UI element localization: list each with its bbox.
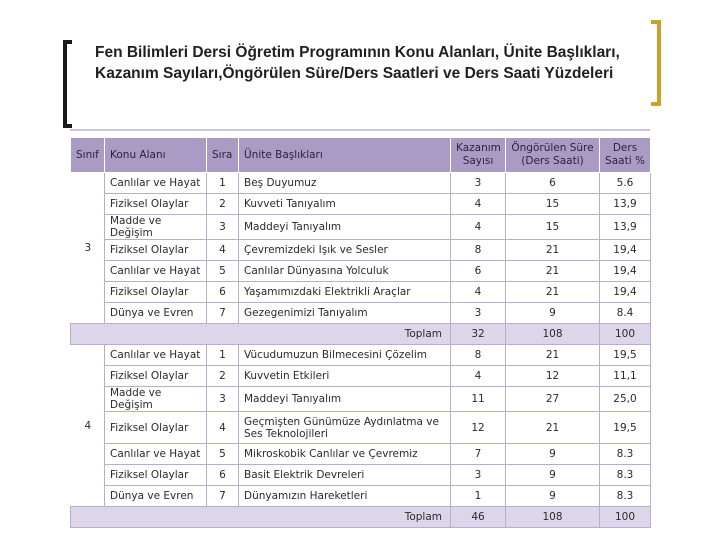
sure-cell: 15: [506, 215, 600, 240]
sure-cell: 9: [506, 465, 600, 486]
left-bracket-decoration: [63, 40, 72, 128]
konu-cell: Canlılar ve Hayat: [105, 345, 207, 366]
sira-cell: 5: [207, 444, 239, 465]
konu-cell: Fiziksel Olaylar: [105, 412, 207, 444]
kazanim-cell: 8: [451, 240, 506, 261]
konu-cell: Madde ve Değişim: [105, 387, 207, 412]
yuzde-cell: 8.3: [600, 486, 651, 507]
unite-cell: Yaşamımızdaki Elektrikli Araçlar: [239, 282, 451, 303]
table-row: [71, 215, 651, 240]
sure-cell: 12: [506, 366, 600, 387]
unite-cell: Maddeyi Tanıyalım: [239, 387, 451, 412]
unite-cell: Canlılar Dünyasına Yolculuk: [239, 261, 451, 282]
yuzde-cell: 8.4: [600, 303, 651, 324]
kazanim-cell: 4: [451, 194, 506, 215]
total-sure: 108: [506, 324, 600, 345]
grade-4-label: 4: [71, 345, 105, 507]
unite-cell: Dünyamızın Hareketleri: [239, 486, 451, 507]
kazanim-cell: 7: [451, 444, 506, 465]
kazanim-cell: 11: [451, 387, 506, 412]
konu-cell: Dünya ve Evren: [105, 486, 207, 507]
total-kazanim: 46: [451, 507, 506, 528]
yuzde-cell: 19,5: [600, 345, 651, 366]
yuzde-cell: 19,4: [600, 282, 651, 303]
sure-cell: 9: [506, 486, 600, 507]
kazanim-cell: 6: [451, 261, 506, 282]
yuzde-cell: 13,9: [600, 215, 651, 240]
table-top-rule: [70, 129, 650, 131]
unite-cell: Geçmişten Günümüze Aydınlatma ve Ses Teknolojileri: [239, 412, 451, 444]
sure-cell: 15: [506, 194, 600, 215]
konu-cell: Canlılar ve Hayat: [105, 261, 207, 282]
table-row: [71, 345, 651, 366]
table-row: [71, 173, 651, 194]
header-sinif: Sınıf: [71, 138, 105, 173]
yuzde-cell: 5.6: [600, 173, 651, 194]
total-label: Toplam: [71, 507, 451, 528]
sira-cell: 3: [207, 387, 239, 412]
kazanim-cell: 4: [451, 215, 506, 240]
kazanim-cell: 3: [451, 173, 506, 194]
total-kazanim: 32: [451, 324, 506, 345]
table-row: [71, 412, 651, 444]
table-header-row: [71, 138, 651, 173]
yuzde-cell: 25,0: [600, 387, 651, 412]
konu-cell: Fiziksel Olaylar: [105, 240, 207, 261]
header-ongorulen-sure: Öngörülen Süre (Ders Saati): [506, 138, 600, 173]
unite-cell: Kuvveti Tanıyalım: [239, 194, 451, 215]
sira-cell: 7: [207, 303, 239, 324]
slide-title: Fen Bilimleri Dersi Öğretim Programının Konu Alanları, Ünite Başlıkları, Kazanım Sayıları,Öngörülen Süre/Ders Saatleri ve Ders Saati Yüzdeleri: [95, 44, 620, 82]
sira-cell: 7: [207, 486, 239, 507]
table-row: [71, 444, 651, 465]
total-label: Toplam: [71, 324, 451, 345]
sira-cell: 6: [207, 282, 239, 303]
unite-cell: Beş Duyumuz: [239, 173, 451, 194]
kazanim-cell: 1: [451, 486, 506, 507]
sure-cell: 21: [506, 345, 600, 366]
unite-cell: Gezegenimizi Tanıyalım: [239, 303, 451, 324]
unite-cell: Mikroskobik Canlılar ve Çevremiz: [239, 444, 451, 465]
unite-cell: Kuvvetin Etkileri: [239, 366, 451, 387]
table-row: [71, 465, 651, 486]
konu-cell: Dünya ve Evren: [105, 303, 207, 324]
kazanim-cell: 3: [451, 465, 506, 486]
sira-cell: 1: [207, 173, 239, 194]
kazanim-cell: 8: [451, 345, 506, 366]
header-unite-basliklari: Ünite Başlıkları: [239, 138, 451, 173]
table-row: [71, 486, 651, 507]
yuzde-cell: 19,5: [600, 412, 651, 444]
kazanim-cell: 4: [451, 282, 506, 303]
sure-cell: 21: [506, 282, 600, 303]
unite-cell: Basit Elektrik Devreleri: [239, 465, 451, 486]
right-bracket-decoration: [651, 20, 661, 106]
header-kazanim-sayisi: Kazanım Sayısı: [451, 138, 506, 173]
table-row: [71, 240, 651, 261]
total-sure: 108: [506, 507, 600, 528]
total-yuzde: 100: [600, 324, 651, 345]
unite-cell: Çevremizdeki Işık ve Sesler: [239, 240, 451, 261]
table-row: [71, 387, 651, 412]
konu-cell: Canlılar ve Hayat: [105, 444, 207, 465]
yuzde-cell: 19,4: [600, 261, 651, 282]
total-yuzde: 100: [600, 507, 651, 528]
konu-cell: Fiziksel Olaylar: [105, 366, 207, 387]
konu-cell: Fiziksel Olaylar: [105, 282, 207, 303]
table-row: [71, 366, 651, 387]
yuzde-cell: 11,1: [600, 366, 651, 387]
curriculum-table: [70, 137, 651, 528]
sure-cell: 21: [506, 412, 600, 444]
sira-cell: 4: [207, 240, 239, 261]
konu-cell: Canlılar ve Hayat: [105, 173, 207, 194]
yuzde-cell: 19,4: [600, 240, 651, 261]
sure-cell: 9: [506, 303, 600, 324]
konu-cell: Fiziksel Olaylar: [105, 194, 207, 215]
grade-3-total-row: [71, 324, 651, 345]
table-row: [71, 303, 651, 324]
unite-cell: Maddeyi Tanıyalım: [239, 215, 451, 240]
yuzde-cell: 8.3: [600, 444, 651, 465]
sira-cell: 2: [207, 366, 239, 387]
sira-cell: 6: [207, 465, 239, 486]
sira-cell: 4: [207, 412, 239, 444]
table-row: [71, 261, 651, 282]
sure-cell: 6: [506, 173, 600, 194]
sira-cell: 2: [207, 194, 239, 215]
grade-4-total-row: [71, 507, 651, 528]
yuzde-cell: 8.3: [600, 465, 651, 486]
konu-cell: Fiziksel Olaylar: [105, 465, 207, 486]
header-konu-alani: Konu Alanı: [105, 138, 207, 173]
kazanim-cell: 4: [451, 366, 506, 387]
sira-cell: 1: [207, 345, 239, 366]
grade-3-label: 3: [71, 173, 105, 324]
sira-cell: 5: [207, 261, 239, 282]
sira-cell: 3: [207, 215, 239, 240]
unite-cell: Vücudumuzun Bilmecesini Çözelim: [239, 345, 451, 366]
sure-cell: 21: [506, 261, 600, 282]
sure-cell: 21: [506, 240, 600, 261]
table-row: [71, 282, 651, 303]
header-ders-saati-yuzde: Ders Saati %: [600, 138, 651, 173]
kazanim-cell: 3: [451, 303, 506, 324]
sure-cell: 9: [506, 444, 600, 465]
konu-cell: Madde ve Değişim: [105, 215, 207, 240]
yuzde-cell: 13,9: [600, 194, 651, 215]
header-sira: Sıra: [207, 138, 239, 173]
sure-cell: 27: [506, 387, 600, 412]
kazanim-cell: 12: [451, 412, 506, 444]
table-row: [71, 194, 651, 215]
